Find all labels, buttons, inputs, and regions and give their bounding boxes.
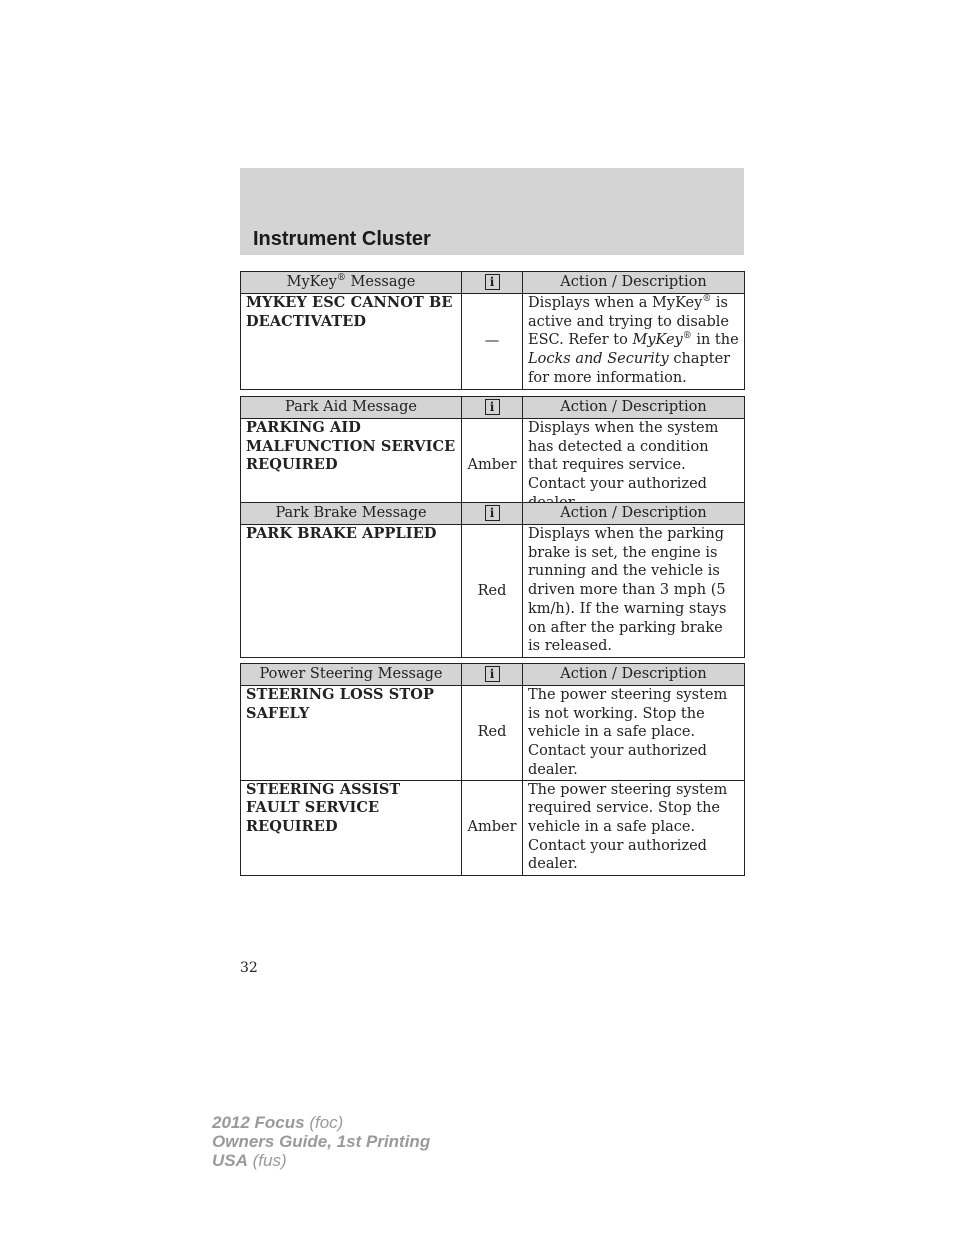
message-cell: STEERING LOSS STOP SAFELY — [241, 686, 462, 781]
message-cell: PARKING AID MALFUNCTION SERVICE REQUIRED — [241, 419, 462, 514]
action-column-header: Action / Description — [523, 397, 745, 419]
page-number: 32 — [240, 960, 258, 976]
footer-line-1: 2012 Focus (foc) — [212, 1113, 344, 1132]
description-cell: Displays when the parking brake is set, the engine is running and the vehicle is driven more than 3 mph (5 km/h). If the warning stays on after the parking brake is released. — [523, 525, 745, 658]
action-column-header: Action / Description — [523, 503, 745, 525]
indicator-cell: Amber — [462, 419, 523, 514]
footer-line-3: USA (fus) — [212, 1151, 287, 1170]
indicator-cell: — — [462, 294, 523, 390]
table-row — [241, 419, 745, 514]
footer-print-info — [212, 1113, 430, 1170]
indicator-column-header — [462, 397, 523, 419]
message-cell: PARK BRAKE APPLIED — [241, 525, 462, 658]
message-cell: MYKEY ESC CANNOT BE DEACTIVATED — [241, 294, 462, 390]
information-icon: i — [485, 505, 500, 521]
description-cell: The power steering system required service. Stop the vehicle in a safe place. Contact your authorized dealer. — [523, 780, 745, 875]
indicator-column-header — [462, 664, 523, 686]
park-brake-message-table — [240, 502, 745, 658]
information-icon: i — [485, 274, 500, 290]
section-header-band — [240, 168, 744, 255]
description-cell: Displays when a MyKey® is active and trying to disable ESC. Refer to MyKey® in the Locks and Security chapter for more information. — [523, 294, 745, 390]
message-cell: STEERING ASSIST FAULT SERVICE REQUIRED — [241, 780, 462, 875]
table-row — [241, 294, 745, 390]
table-row — [241, 686, 745, 781]
table-header-row — [241, 397, 745, 419]
table-row — [241, 780, 745, 875]
mykey-message-table — [240, 271, 745, 390]
power-steering-message-table — [240, 663, 745, 876]
action-column-header: Action / Description — [523, 272, 745, 294]
message-column-header: Park Aid Message — [241, 397, 462, 419]
table-header-row — [241, 664, 745, 686]
park-aid-message-table — [240, 396, 745, 514]
indicator-cell: Red — [462, 686, 523, 781]
message-column-header: MyKey® Message — [241, 272, 462, 294]
action-column-header: Action / Description — [523, 664, 745, 686]
table-header-row — [241, 272, 745, 294]
table-header-row — [241, 503, 745, 525]
section-title: Instrument Cluster — [253, 228, 431, 250]
registered-mark: ® — [336, 273, 346, 284]
message-column-header: Park Brake Message — [241, 503, 462, 525]
information-icon: i — [485, 666, 500, 682]
indicator-cell: Amber — [462, 780, 523, 875]
description-cell: The power steering system is not working. Stop the vehicle in a safe place. Contact your authorized dealer. — [523, 686, 745, 781]
indicator-cell: Red — [462, 525, 523, 658]
indicator-column-header — [462, 272, 523, 294]
message-column-header: Power Steering Message — [241, 664, 462, 686]
indicator-column-header — [462, 503, 523, 525]
information-icon: i — [485, 399, 500, 415]
table-row — [241, 525, 745, 658]
description-cell: Displays when the system has detected a condition that requires service. Contact your authorized — [523, 419, 745, 514]
footer-line-2: Owners Guide, 1st Printing — [212, 1132, 431, 1151]
